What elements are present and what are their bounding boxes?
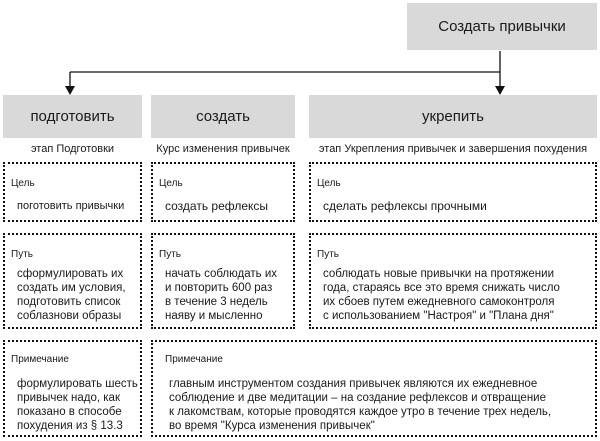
goal-text: поготовить привычки (17, 200, 125, 212)
note-line: главным инструментом создания привычек являются их ежедневное (169, 378, 538, 390)
note-line: показано в способе (17, 406, 122, 418)
path-text (323, 267, 560, 323)
path-line: с использованием "Настроя" и "Плана дня" (323, 310, 554, 322)
header-create-text: создать (196, 108, 250, 125)
arrow-to-prepare (65, 86, 75, 95)
goal-box-prepare (3, 162, 142, 222)
note-line: похудения из § 13.3 (17, 420, 123, 432)
path-line: в течение 3 недель (165, 296, 268, 308)
header-create (151, 95, 295, 138)
path-line: соблазнови образы (17, 310, 122, 322)
path-box-prepare (3, 233, 142, 329)
header-strengthen (309, 95, 597, 138)
goal-text: сделать рефлексы прочными (323, 199, 487, 213)
header-strengthen-text: укрепить (422, 108, 484, 125)
note-text (169, 377, 551, 433)
note-box-wide (151, 340, 597, 437)
goal-box-create (151, 162, 295, 222)
subtitle-prepare: этап Подготовки (30, 143, 115, 155)
path-line: подготовить список (17, 296, 121, 308)
path-line: года, стараясь все это время снижать число (323, 282, 560, 294)
path-line: сформулировать их (17, 268, 124, 280)
title-text: Создать привычки (438, 18, 566, 35)
path-text (165, 267, 277, 323)
path-label: Путь (11, 249, 33, 260)
note-line: во время "Курса изменения привычек" (169, 420, 375, 432)
note-text (17, 377, 138, 433)
note-label: Примечание (11, 354, 69, 365)
note-label: Примечание (165, 354, 223, 365)
path-line: начать соблюдать их (165, 268, 277, 280)
path-label: Путь (317, 249, 339, 260)
path-line: и повторить 600 раз (165, 282, 273, 294)
path-label: Путь (159, 249, 181, 260)
note-line: привычек надо, как (17, 392, 120, 404)
arrow-to-strengthen (495, 86, 505, 95)
goal-label: Цель (317, 178, 341, 189)
path-line: создать им условия, (17, 282, 126, 294)
path-text (17, 267, 126, 323)
path-box-strengthen (309, 233, 597, 329)
path-line: их сбоев путем ежедневного самоконтроля (323, 296, 555, 308)
goal-text: создать рефлексы (165, 199, 269, 213)
path-line: наяву и мысленно (165, 310, 263, 322)
subtitle-create: Курс изменения привычек (156, 143, 290, 155)
goal-label: Цель (159, 178, 183, 189)
header-prepare-text: подготовить (30, 108, 115, 125)
path-line: соблюдать новые привычки на протяжении (323, 268, 554, 280)
note-line: соблюдение и две медитации – на создание рефлексов и отвращение (169, 392, 546, 404)
subtitle-strengthen: этап Укрепления привычек и завершения похудения (318, 143, 588, 155)
title-box (407, 3, 597, 50)
goal-box-strengthen (309, 162, 597, 222)
header-prepare (3, 95, 142, 138)
note-line: формулировать шесть (17, 378, 138, 390)
goal-label: Цель (11, 178, 35, 189)
path-box-create (151, 233, 295, 329)
note-box-prepare (3, 340, 142, 437)
note-line: к лакомствам, которые проводятся каждое утро в течение трех недель, (169, 406, 552, 418)
